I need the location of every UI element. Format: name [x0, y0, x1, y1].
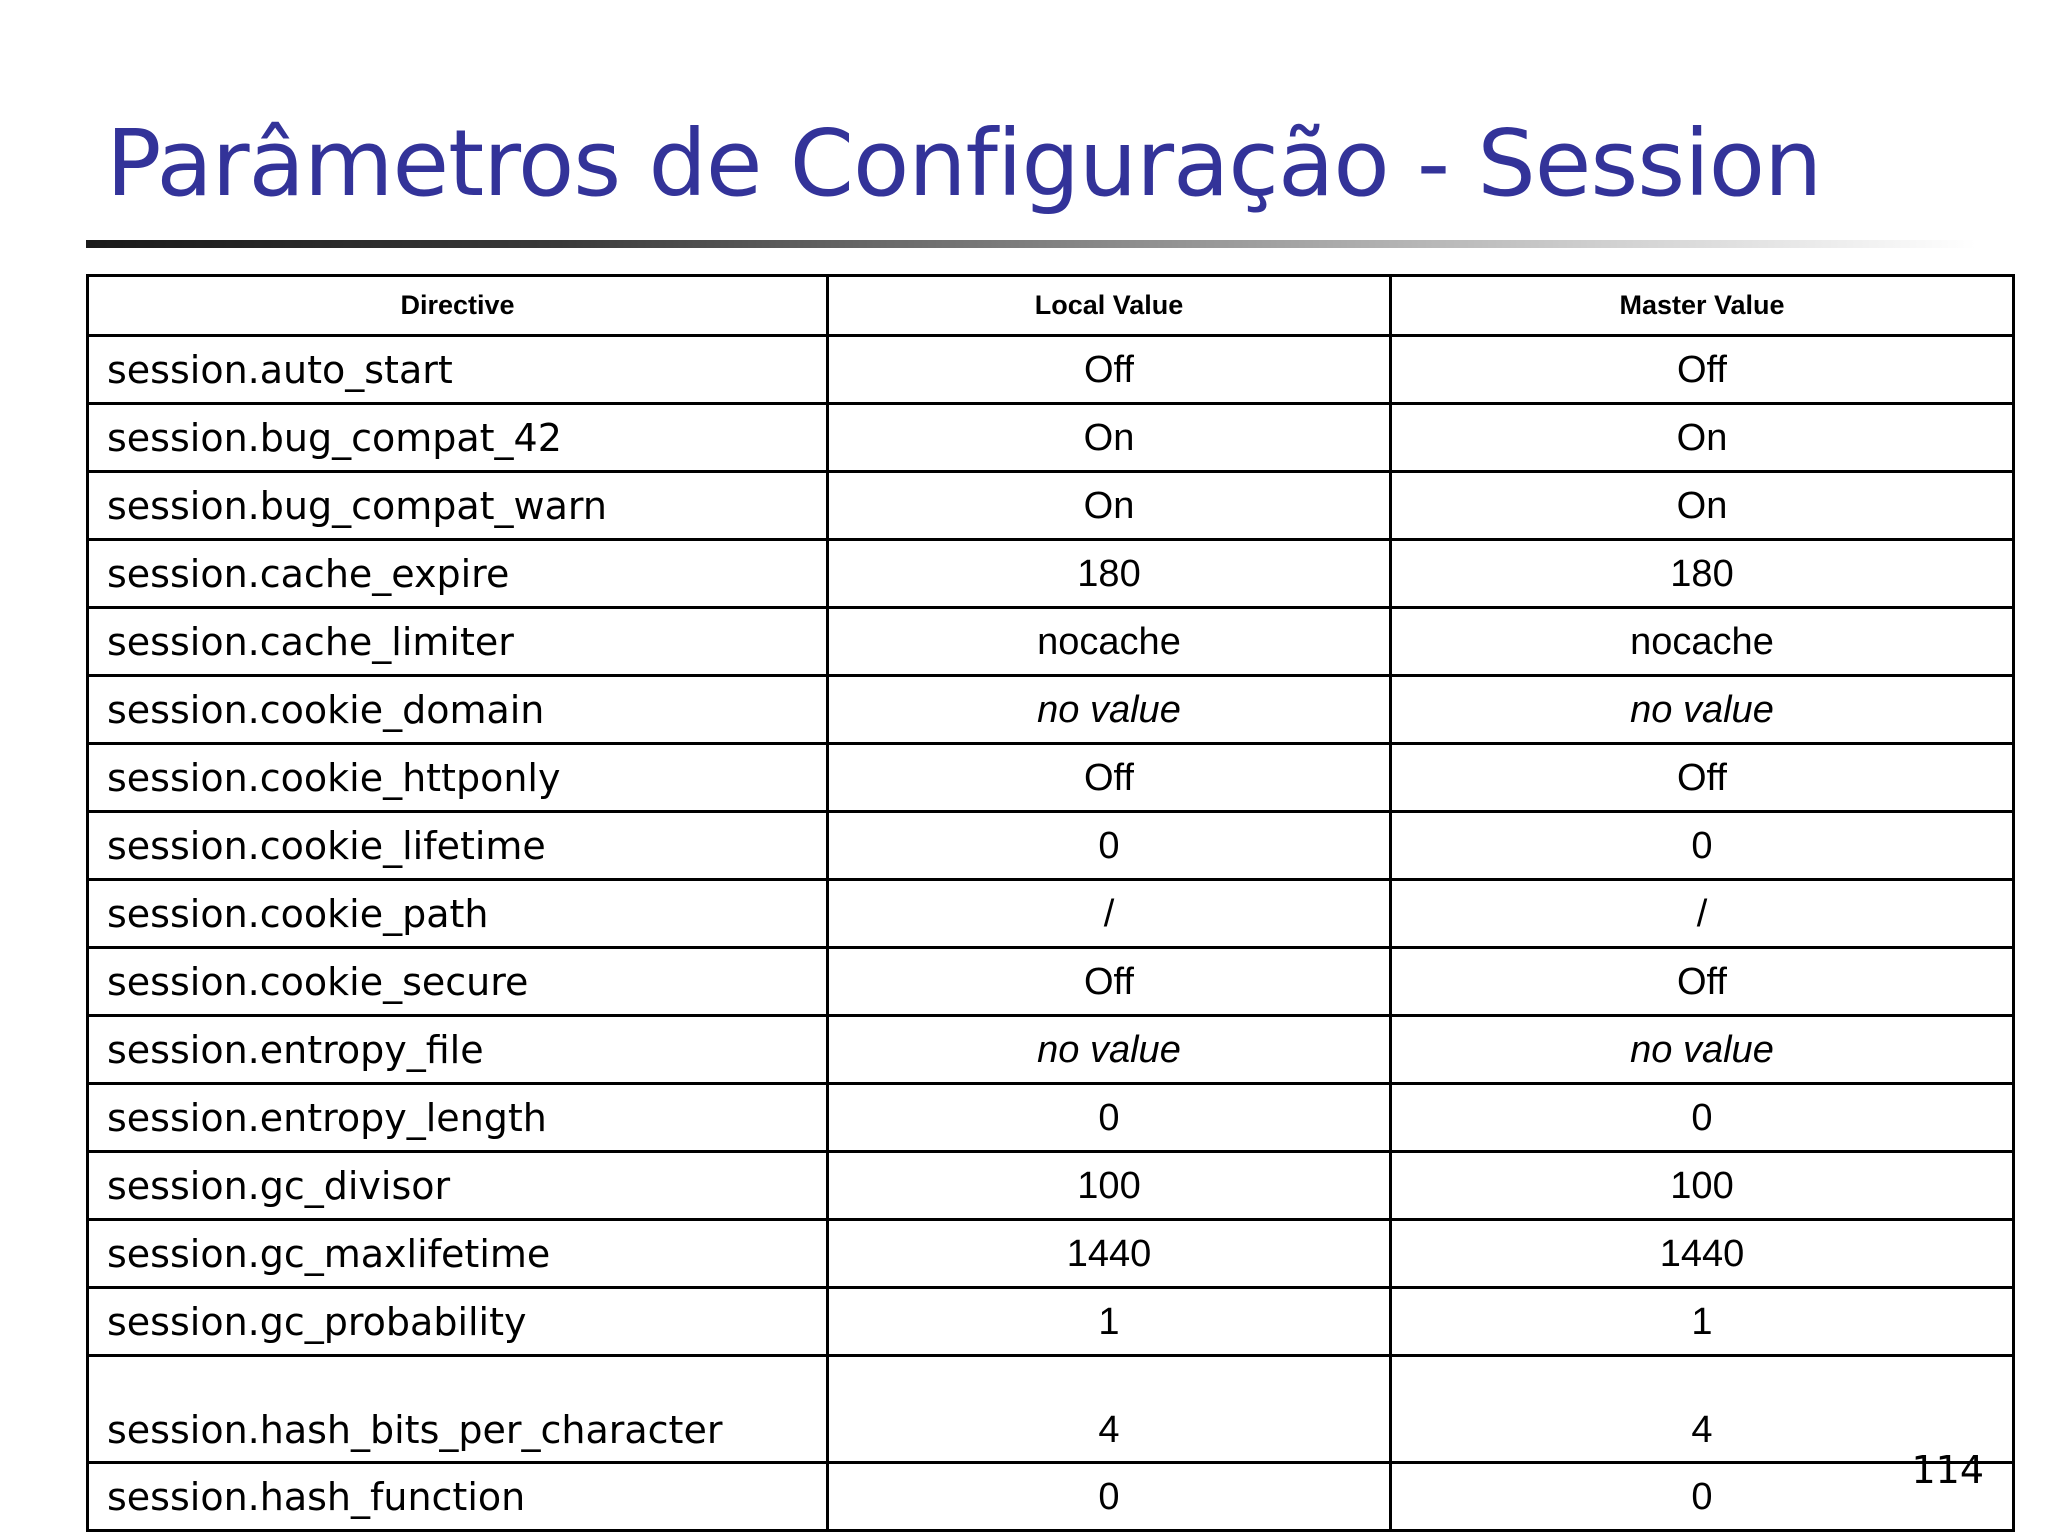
table-row	[88, 1356, 2014, 1463]
master-value-cell: nocache	[1391, 608, 2014, 676]
master-value-cell: 1	[1391, 1288, 2014, 1356]
local-value-cell: Off	[828, 744, 1391, 812]
directive-cell: session.cache_expire	[88, 540, 828, 608]
directive-cell: session.hash_bits_per_character	[88, 1356, 828, 1463]
local-value-cell: 100	[828, 1152, 1391, 1220]
directive-cell: session.cookie_domain	[88, 676, 828, 744]
master-value-cell: no value	[1391, 1016, 2014, 1084]
local-value-cell: 0	[828, 812, 1391, 880]
table-row	[88, 676, 2014, 744]
local-value-cell: no value	[828, 676, 1391, 744]
master-value-cell: 0	[1391, 1084, 2014, 1152]
local-value-cell: no value	[828, 1016, 1391, 1084]
table-row	[88, 744, 2014, 812]
directive-cell: session.cookie_secure	[88, 948, 828, 1016]
local-value-cell: 0	[828, 1463, 1391, 1531]
directive-cell: session.gc_divisor	[88, 1152, 828, 1220]
directive-cell: session.entropy_file	[88, 1016, 828, 1084]
master-value-cell: On	[1391, 472, 2014, 540]
directive-cell: session.auto_start	[88, 336, 828, 404]
table-row	[88, 472, 2014, 540]
master-value-cell: Off	[1391, 948, 2014, 1016]
master-value-cell: Off	[1391, 336, 2014, 404]
local-value-cell: Off	[828, 948, 1391, 1016]
master-value-cell: 0	[1391, 812, 2014, 880]
table-row	[88, 608, 2014, 676]
directive-cell: session.bug_compat_warn	[88, 472, 828, 540]
title-divider	[86, 240, 1976, 248]
master-value-cell: 1440	[1391, 1220, 2014, 1288]
table-row	[88, 336, 2014, 404]
directive-cell: session.gc_probability	[88, 1288, 828, 1356]
table-row	[88, 404, 2014, 472]
table-row	[88, 1152, 2014, 1220]
column-header-directive: Directive	[88, 276, 828, 336]
session-config-table	[86, 274, 2015, 1532]
local-value-cell: 1	[828, 1288, 1391, 1356]
local-value-cell: On	[828, 404, 1391, 472]
table-row	[88, 1463, 2014, 1531]
column-header-master-value: Master Value	[1391, 276, 2014, 336]
local-value-cell: 180	[828, 540, 1391, 608]
directive-cell: session.bug_compat_42	[88, 404, 828, 472]
master-value-cell: On	[1391, 404, 2014, 472]
master-value-cell: Off	[1391, 744, 2014, 812]
master-value-cell: 0	[1391, 1463, 2014, 1531]
local-value-cell: On	[828, 472, 1391, 540]
table-row	[88, 1016, 2014, 1084]
table-row	[88, 1220, 2014, 1288]
local-value-cell: nocache	[828, 608, 1391, 676]
local-value-cell: /	[828, 880, 1391, 948]
table-header-row	[88, 276, 2014, 336]
local-value-cell: 0	[828, 1084, 1391, 1152]
directive-cell: session.entropy_length	[88, 1084, 828, 1152]
directive-cell: session.cookie_httponly	[88, 744, 828, 812]
directive-cell: session.cookie_path	[88, 880, 828, 948]
local-value-cell: 4	[828, 1356, 1391, 1463]
table-row	[88, 948, 2014, 1016]
slide-title: Parâmetros de Configuração - Session	[106, 110, 1822, 217]
page-number: 114	[1911, 1448, 1984, 1492]
directive-cell: session.hash_function	[88, 1463, 828, 1531]
table-row	[88, 880, 2014, 948]
directive-cell: session.cookie_lifetime	[88, 812, 828, 880]
master-value-cell: /	[1391, 880, 2014, 948]
local-value-cell: Off	[828, 336, 1391, 404]
master-value-cell: 4	[1391, 1356, 2014, 1463]
directive-cell: session.gc_maxlifetime	[88, 1220, 828, 1288]
column-header-local-value: Local Value	[828, 276, 1391, 336]
master-value-cell: 180	[1391, 540, 2014, 608]
table-row	[88, 1084, 2014, 1152]
table-row	[88, 812, 2014, 880]
table-row	[88, 540, 2014, 608]
local-value-cell: 1440	[828, 1220, 1391, 1288]
master-value-cell: 100	[1391, 1152, 2014, 1220]
directive-cell: session.cache_limiter	[88, 608, 828, 676]
table-row	[88, 1288, 2014, 1356]
master-value-cell: no value	[1391, 676, 2014, 744]
